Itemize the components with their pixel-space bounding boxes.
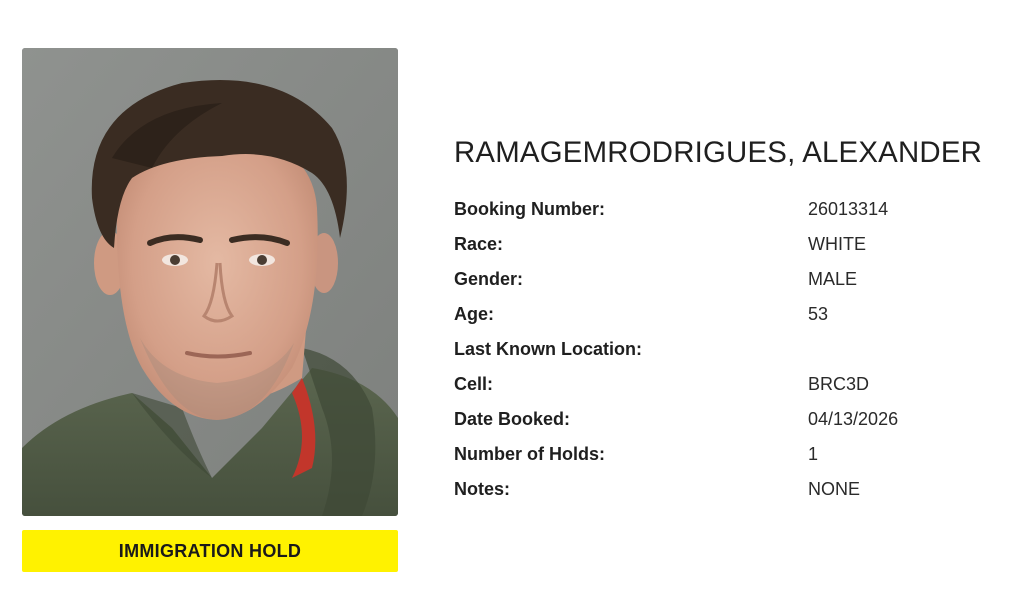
detail-label: Age: — [454, 304, 494, 324]
inmate-details — [454, 136, 1014, 507]
detail-value: 26013314 — [808, 199, 889, 219]
mugshot-image — [22, 48, 398, 516]
detail-row-number-of-holds — [454, 437, 1014, 472]
detail-row-cell — [454, 367, 1014, 402]
detail-value: 04/13/2026 — [808, 409, 899, 429]
detail-label: Race: — [454, 234, 504, 254]
detail-row-age — [454, 297, 1014, 332]
detail-label: Last Known Location: — [454, 339, 642, 359]
hold-banner-label: IMMIGRATION HOLD — [118, 540, 302, 561]
detail-value: BRC3D — [808, 374, 870, 394]
detail-label: Cell: — [454, 374, 494, 394]
detail-list — [454, 192, 1014, 507]
detail-label: Gender: — [454, 269, 524, 289]
detail-row-race — [454, 227, 1014, 262]
inmate-name: RAMAGEMRODRIGUES, ALEXANDER — [454, 136, 983, 169]
booking-photo — [22, 48, 398, 516]
immigration-hold-banner — [22, 530, 398, 572]
detail-value: MALE — [808, 269, 858, 289]
detail-label: Booking Number: — [454, 199, 605, 219]
detail-label: Notes: — [454, 479, 511, 499]
detail-label: Number of Holds: — [454, 444, 605, 464]
detail-row-booking-number — [454, 192, 1014, 227]
detail-value: 53 — [808, 304, 829, 324]
detail-row-last-known-location — [454, 332, 1014, 367]
detail-row-date-booked — [454, 402, 1014, 437]
detail-value: WHITE — [808, 234, 866, 254]
detail-value: NONE — [808, 479, 861, 499]
detail-label: Date Booked: — [454, 409, 571, 429]
detail-row-notes — [454, 472, 1014, 507]
detail-value: 1 — [808, 444, 819, 464]
detail-row-gender — [454, 262, 1014, 297]
